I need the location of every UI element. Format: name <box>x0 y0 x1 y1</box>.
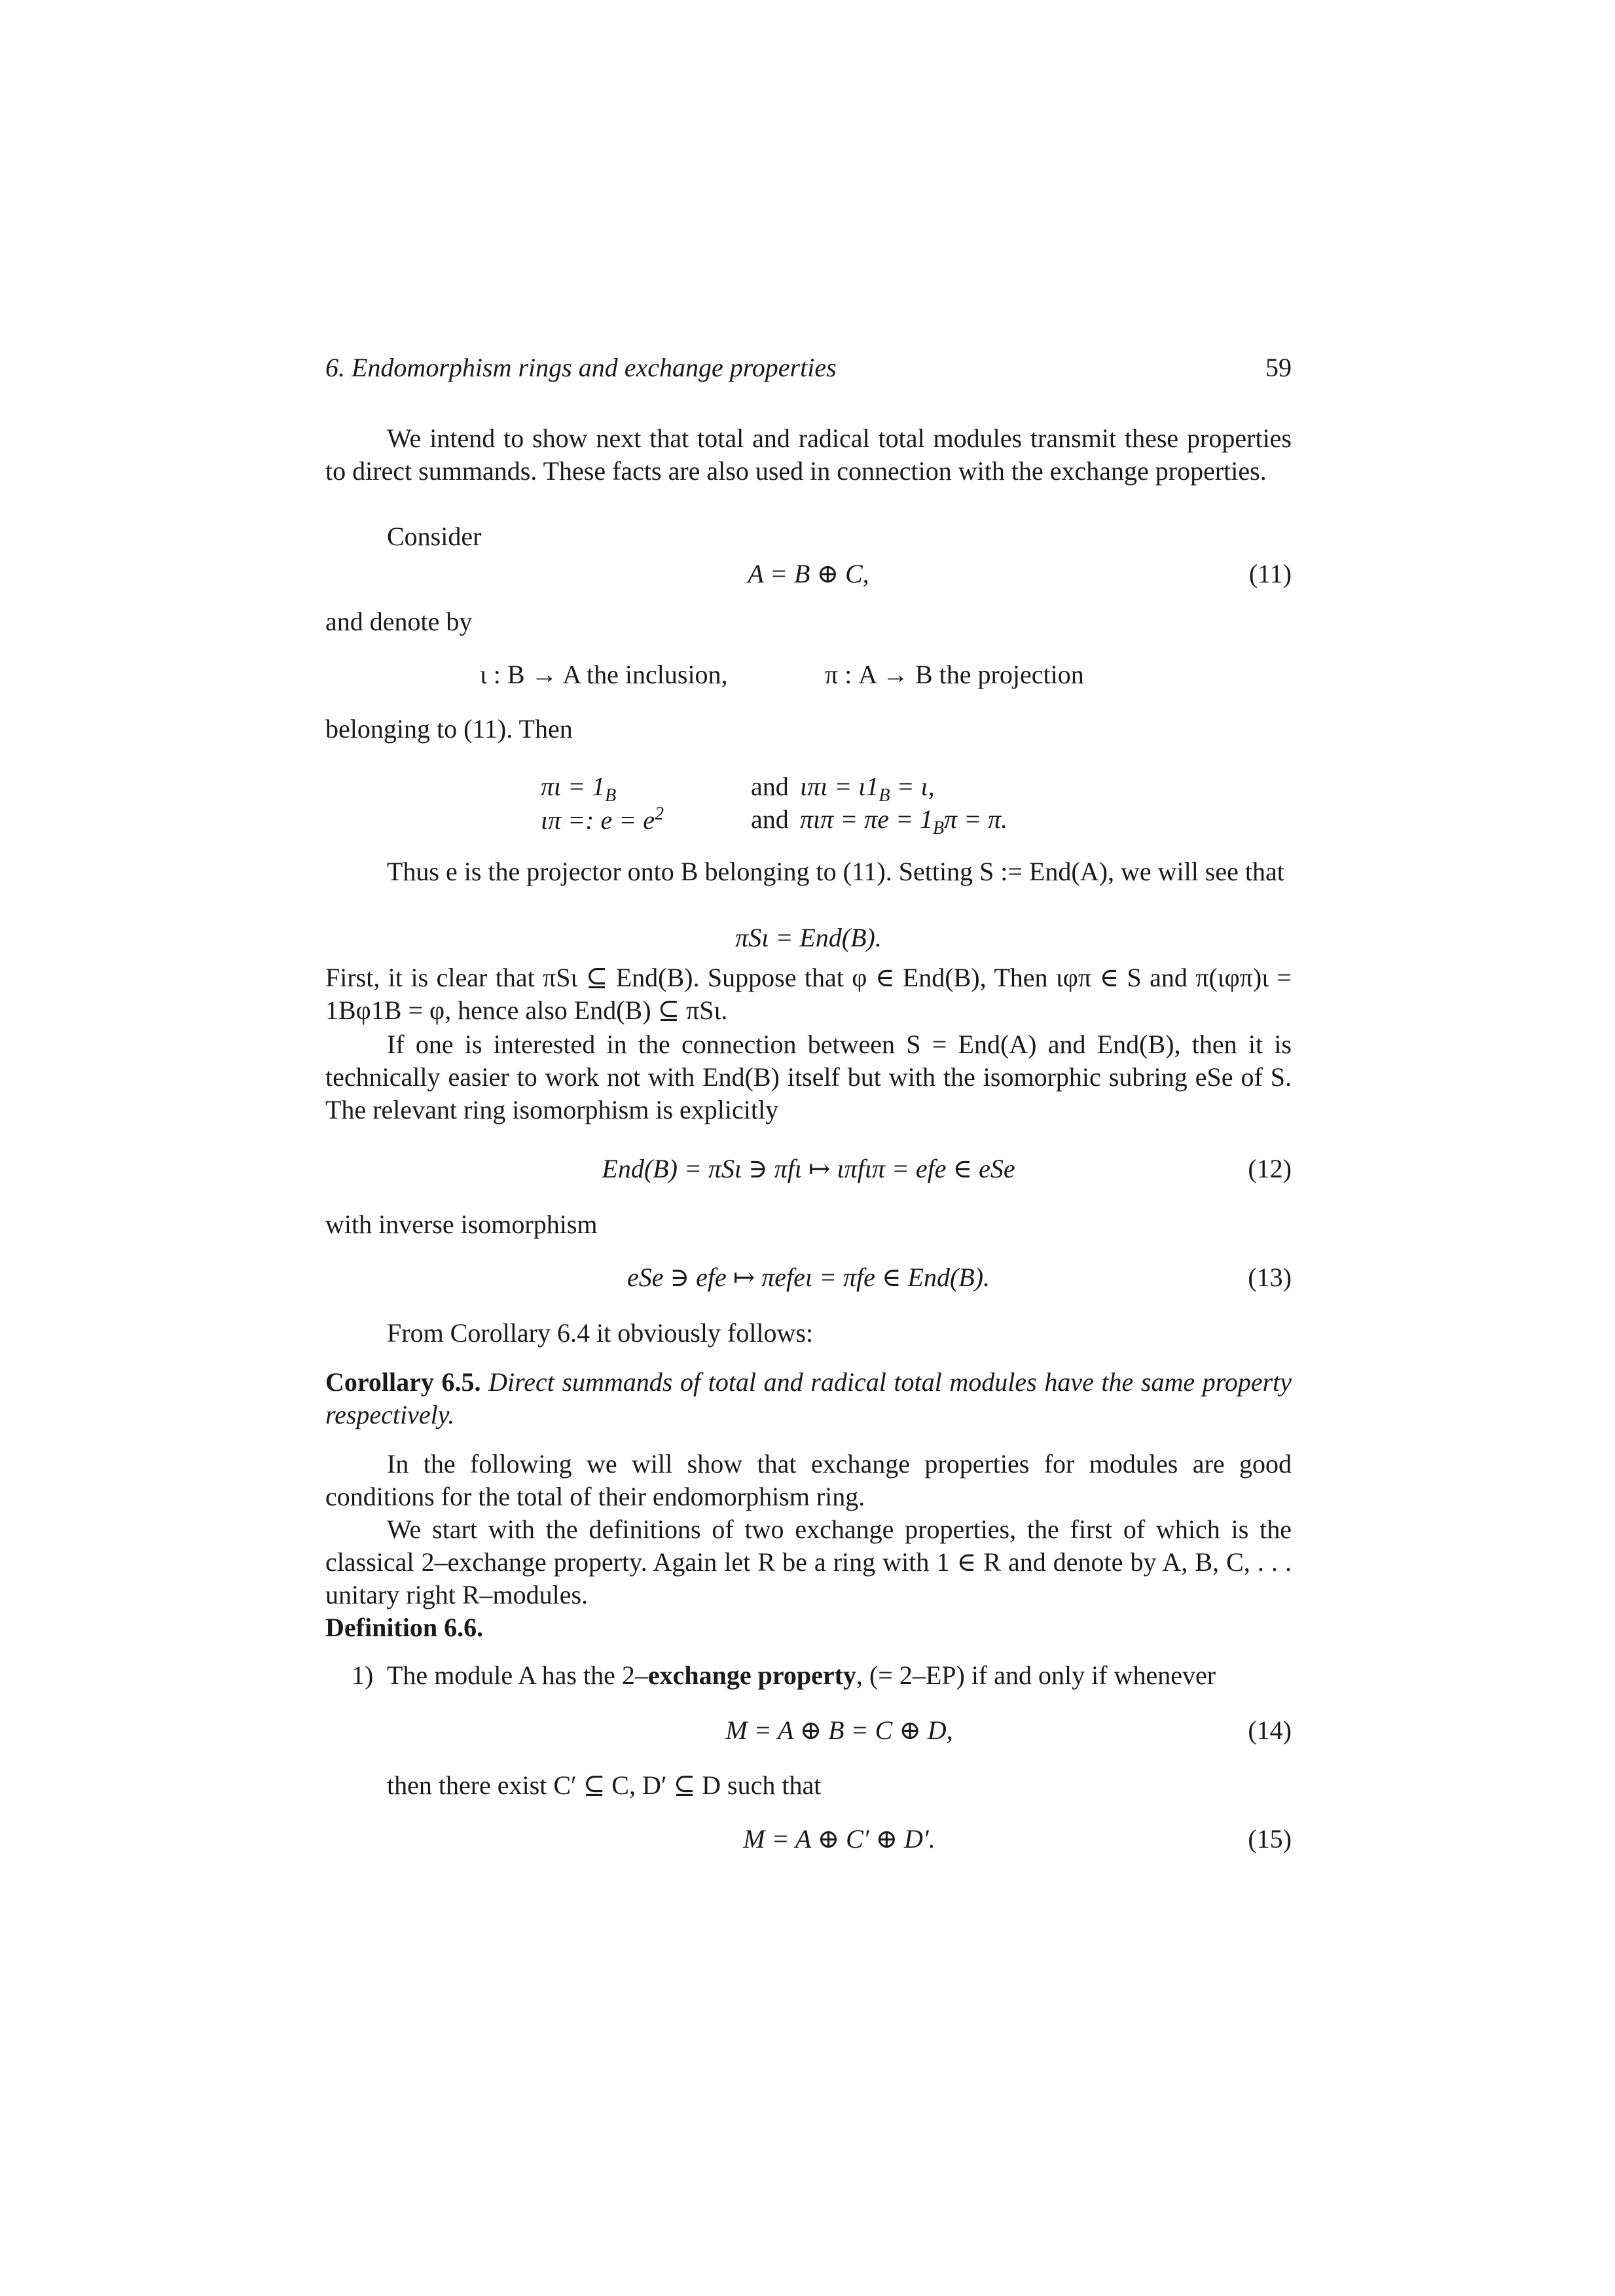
equation-13: eSe ∋ efe ↦ πefeι = πfe ∈ End(B). <box>626 1263 990 1292</box>
align-r1c1: $\pi\iota = 1_B$ <box>541 772 617 806</box>
equation-number-15: (15) <box>1248 1824 1292 1854</box>
item-1-text: The module A has the 2–exchange property, (= 2–EP) if and only if whenever <box>387 1660 1216 1690</box>
chapter-title: 6. Endomorphism rings and exchange properties <box>325 353 837 382</box>
consider-line: Consider <box>387 522 482 551</box>
equation-number-12: (12) <box>1248 1154 1292 1183</box>
belonging-line: belonging to (11). Then <box>325 714 573 744</box>
equation-12: End(B) = πSι ∋ πfι ↦ ιπfιπ = efe ∈ eSe <box>602 1154 1015 1183</box>
paragraph-start: We start with the definitions of two exchange properties, the first of which is the classical 2–exchange property. Again let R be a ring with 1 ∈ R and denote by A, B, C, . . . unitary right R–modules. <box>325 1515 1292 1609</box>
paragraph-following: In the following we will show that exchange properties for modules are good conditions for the total of their endomorphism ring. <box>325 1449 1292 1511</box>
corollary-text: Direct summands of total and radical total modules have the same property respectively. <box>325 1367 1292 1429</box>
with-inverse-line: with inverse isomorphism <box>325 1210 598 1239</box>
align-r2c3: $\pi\iota\pi = \pi e = 1_B\pi = \pi$. <box>800 804 1008 838</box>
equation-pisi: πSι = End(B). <box>735 923 882 952</box>
page-number: 59 <box>1265 353 1292 382</box>
align-r2c2: and <box>751 804 789 834</box>
running-header <box>325 352 1292 383</box>
equation-number-13: (13) <box>1248 1263 1292 1292</box>
equation-number-14: (14) <box>1248 1715 1292 1745</box>
definition-6-6-label: Definition 6.6. <box>325 1613 484 1642</box>
equation-14: M = A ⊕ B = C ⊕ D, <box>725 1715 953 1745</box>
corollary-6-5 <box>325 1366 1292 1431</box>
equation-15: M = A ⊕ C′ ⊕ D′. <box>743 1824 935 1854</box>
paragraph-thus: Thus e is the projector onto B belonging to (11). Setting S := End(A), we will see that <box>387 857 1284 886</box>
paragraph-first: First, it is clear that πSι ⊆ End(B). Suppose that φ ∈ End(B), Then ιφπ ∈ S and π(ιφπ)ι = 1Bφ1B = φ, hence also End(B) ⊆ πSι. <box>325 963 1292 1025</box>
denote-line: and denote by <box>325 607 473 636</box>
inclusion-map: ι : B → A the inclusion, <box>480 660 728 689</box>
item-1-number: 1) <box>352 1660 374 1690</box>
align-r1c2: and <box>751 772 789 801</box>
from-corollary-line: From Corollary 6.4 it obviously follows: <box>387 1318 814 1348</box>
paragraph-intro: We intend to show next that total and radical total modules transmit these properties to direct summands. These facts are also used in connection with the exchange properties. <box>325 423 1292 486</box>
align-r1c3: $\iota\pi\iota = \iota 1_B = \iota$, <box>800 772 935 806</box>
then-exist-line: then there exist C′ ⊆ C, D′ ⊆ D such that <box>387 1770 822 1800</box>
projection-map: π : A → B the projection <box>825 660 1084 689</box>
corollary-label: Corollary 6.5. <box>325 1367 481 1397</box>
equation-11: A = B ⊕ C, <box>748 559 869 588</box>
align-r2c1: ιπ =: $e = e^2$ <box>541 804 664 835</box>
equation-number-11: (11) <box>1248 559 1292 588</box>
paragraph-if: If one is interested in the connection between S = End(A) and End(B), then it is technically easier to work not with End(B) itself but with the isomorphic subring eSe of S. The relevant ring isomorphism is explicitly <box>325 1030 1292 1124</box>
